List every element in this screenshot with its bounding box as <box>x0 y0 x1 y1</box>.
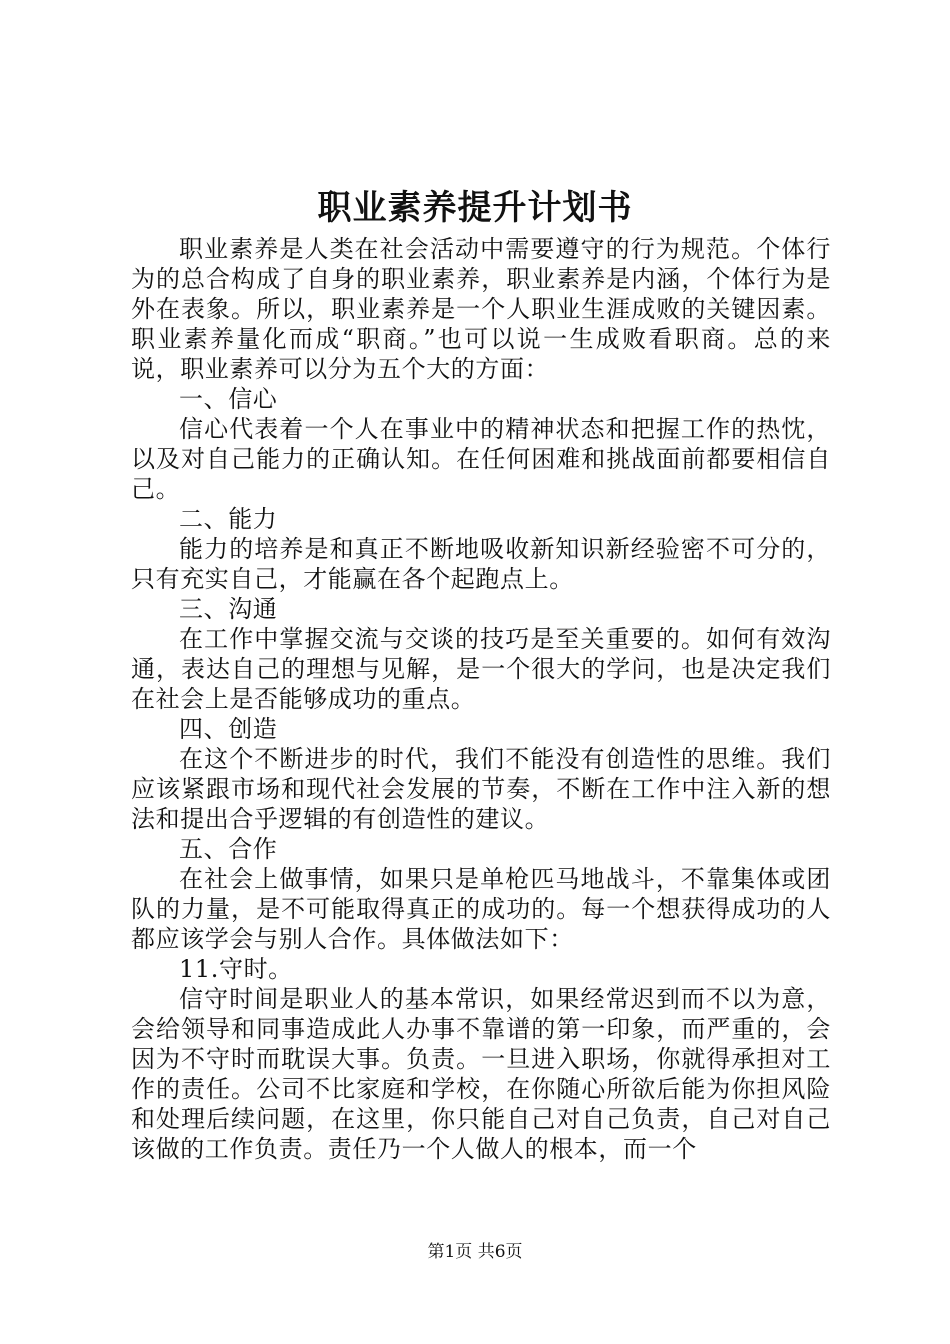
page-number-footer: 第1页 共6页 <box>427 1242 523 1262</box>
document-title: 职业素养提升计划书 <box>317 188 633 228</box>
section-heading-ability: 二、能力 <box>179 505 278 533</box>
ability-paragraph: 能力的培养是和真正不断地吸收新知识新经验密不可分的，只有充实自己，才能赢在各个起跑点上。 <box>131 535 831 593</box>
section-heading-cooperation: 五、合作 <box>179 835 278 863</box>
section-heading-creativity: 四、创造 <box>179 715 278 743</box>
document-body <box>131 234 831 1164</box>
list-item-punctuality: 11.守时。 <box>179 955 293 983</box>
cooperation-paragraph: 在社会上做事情，如果只是单枪匹马地战斗，不靠集体或团队的力量，是不可能取得真正的成功的。每一个想获得成功的人都应该学会与别人合作。具体做法如下： <box>131 865 831 953</box>
communication-paragraph: 在工作中掌握交流与交谈的技巧是至关重要的。如何有效沟通，表达自己的理想与见解，是一个很大的学问，也是决定我们在社会上是否能够成功的重点。 <box>131 625 831 713</box>
creativity-paragraph: 在这个不断进步的时代，我们不能没有创造性的思维。我们应该紧跟市场和现代社会发展的节奏，不断在工作中注入新的想法和提出合乎逻辑的有创造性的建议。 <box>131 745 831 833</box>
section-heading-communication: 三、沟通 <box>179 595 278 623</box>
section-heading-confidence: 一、信心 <box>179 385 278 413</box>
intro-paragraph: 职业素养是人类在社会活动中需要遵守的行为规范。个体行为的总合构成了自身的职业素养，职业素养是内涵，个体行为是外在表象。所以，职业素养是一个人职业生涯成败的关键因素。职业素养量化而成“职商。”也可以说一生成败看职商。总的来说，职业素养可以分为五个大的方面： <box>131 235 831 383</box>
punctuality-paragraph: 信守时间是职业人的基本常识，如果经常迟到而不以为意，会给领导和同事造成此人办事不靠谱的第一印象，而严重的，会因为不守时而耽误大事。负责。一旦进入职场，你就得承担对工作的责任。公司不比家庭和学校，在你随心所欲后能为你担风险和处理后续问题，在这里，你只能自己对自己负责，自己对自己该做的工作负责。责任乃一个人做人的根本，而一个 <box>131 985 831 1163</box>
confidence-paragraph: 信心代表着一个人在事业中的精神状态和把握工作的热忱，以及对自己能力的正确认知。在任何困难和挑战面前都要相信自己。 <box>131 415 831 503</box>
